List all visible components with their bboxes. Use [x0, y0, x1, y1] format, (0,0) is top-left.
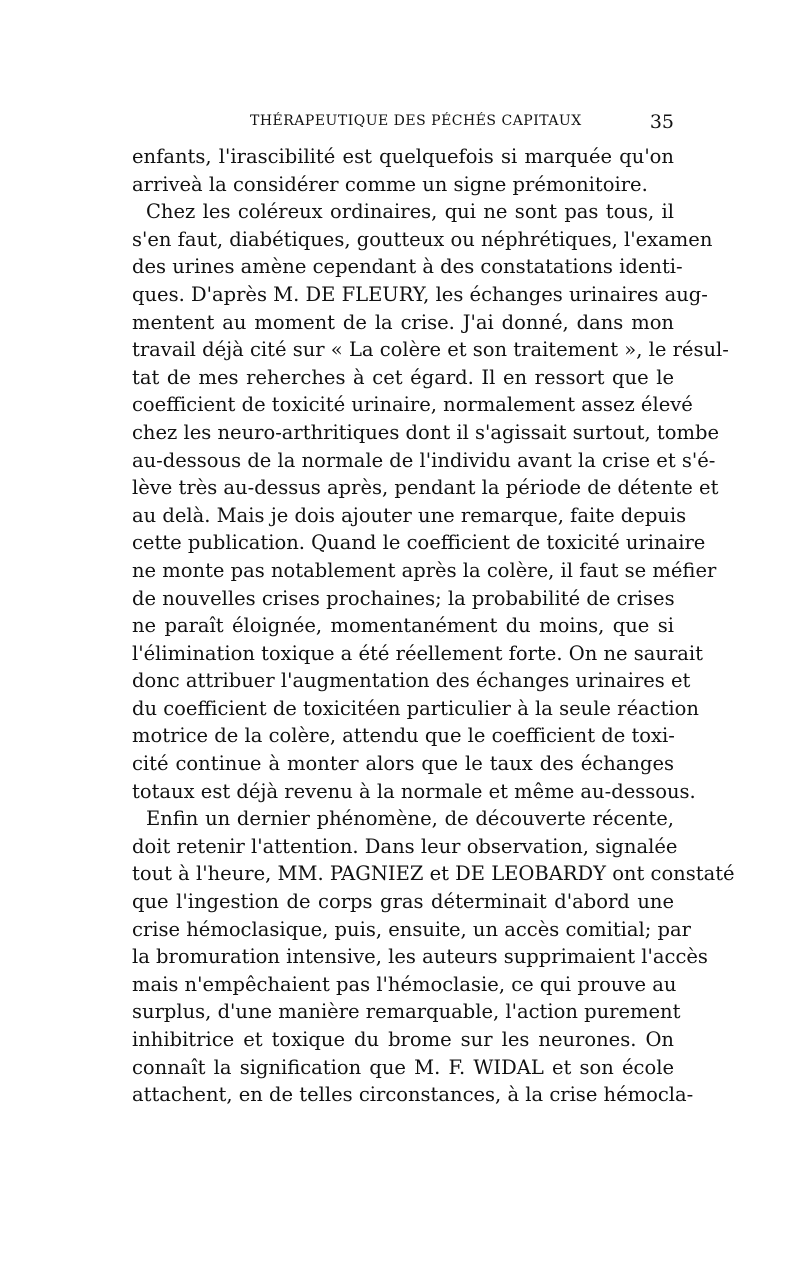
text-line: des urines amène cependant à des constatations identi- — [132, 255, 683, 279]
text-line: surplus, d'une manière remarquable, l'action purement — [132, 1000, 681, 1024]
text-line: du coefficient de toxicitéen particulier à la seule réaction — [132, 696, 699, 720]
text-line: coefficient de toxicité urinaire, normalement assez élevé — [132, 393, 693, 417]
text-line: mentent au moment de la crise. J'ai donné, dans mon — [132, 310, 674, 334]
text-line: au delà. Mais je dois ajouter une remarque, faite depuis — [132, 503, 687, 527]
text-line: cité continue à monter alors que le taux des échanges — [132, 752, 674, 776]
text-line: enfants, l'irascibilité est quelquefois si marquée qu'on — [132, 145, 674, 168]
text-line: donc attribuer l'augmentation des échanges urinaires et — [132, 669, 691, 693]
text-line: au-dessous de la normale de l'individu avant la crise et s'é- — [132, 448, 716, 472]
body-text — [132, 143, 735, 1109]
running-header — [132, 113, 674, 137]
text-line: inhibitrice et toxique du brome sur les neurones. On — [132, 1028, 674, 1051]
text-line: chez les neuro-arthritiques dont il s'agissait surtout, tombe — [132, 420, 719, 444]
text-line: attachent, en de telles circonstances, à la crise hémocla- — [132, 1083, 694, 1107]
text-line: s'en faut, diabétiques, goutteux ou néphrétiques, l'examen — [132, 227, 713, 251]
text-line: la bromuration intensive, les auteurs supprimaient l'accès — [132, 945, 708, 969]
running-title: THÉRAPEUTIQUE DES PÉCHÉS CAPITAUX — [250, 113, 582, 129]
text-line: que l'ingestion de corps gras déterminait d'abord une — [132, 890, 674, 914]
page-number: 35 — [649, 111, 674, 133]
text-line: ne monte pas notablement après la colère, il faut se méfier — [132, 558, 717, 582]
text-line: de nouvelles crises prochaines; la probabilité de crises — [132, 586, 675, 610]
text-line: l'élimination toxique a été réellement forte. On ne saurait — [132, 641, 703, 665]
text-line: tat de mes reherches à cet égard. Il en ressort que le — [132, 365, 674, 389]
paragraph-first-line: Enfin un dernier phénomène, de découverte récente, — [146, 807, 674, 831]
text-line: arriveà la considérer comme un signe prémonitoire. — [132, 172, 648, 196]
text-line: motrice de la colère, attendu que le coefficient de toxi- — [132, 724, 675, 748]
text-line: doit retenir l'attention. Dans leur observation, signalée — [132, 834, 678, 858]
text-line: mais n'empêchaient pas l'hémoclasie, ce qui prouve au — [132, 972, 677, 996]
text-line: tout à l'heure, MM. PAGNIEZ et DE LEOBARDY ont constaté — [132, 862, 735, 886]
text-line: ne paraît éloignée, momentanément du moins, que si — [132, 614, 674, 638]
text-line: ques. D'après M. DE FLEURY, les échanges urinaires aug- — [132, 282, 708, 306]
paragraph-first-line: Chez les coléreux ordinaires, qui ne sont pas tous, il — [146, 200, 674, 224]
text-line: connaît la signification que M. F. WIDAL et son école — [132, 1055, 674, 1079]
text-line: lève très au-dessus après, pendant la période de détente et — [132, 476, 719, 500]
text-line: travail déjà cité sur « La colère et son traitement », le résul- — [132, 338, 729, 362]
text-line: totaux est déjà revenu à la normale et même au-dessous. — [132, 779, 696, 803]
text-line: cette publication. Quand le coefficient de toxicité urinaire — [132, 531, 706, 555]
text-line: crise hémoclasique, puis, ensuite, un accès comitial; par — [132, 917, 691, 941]
